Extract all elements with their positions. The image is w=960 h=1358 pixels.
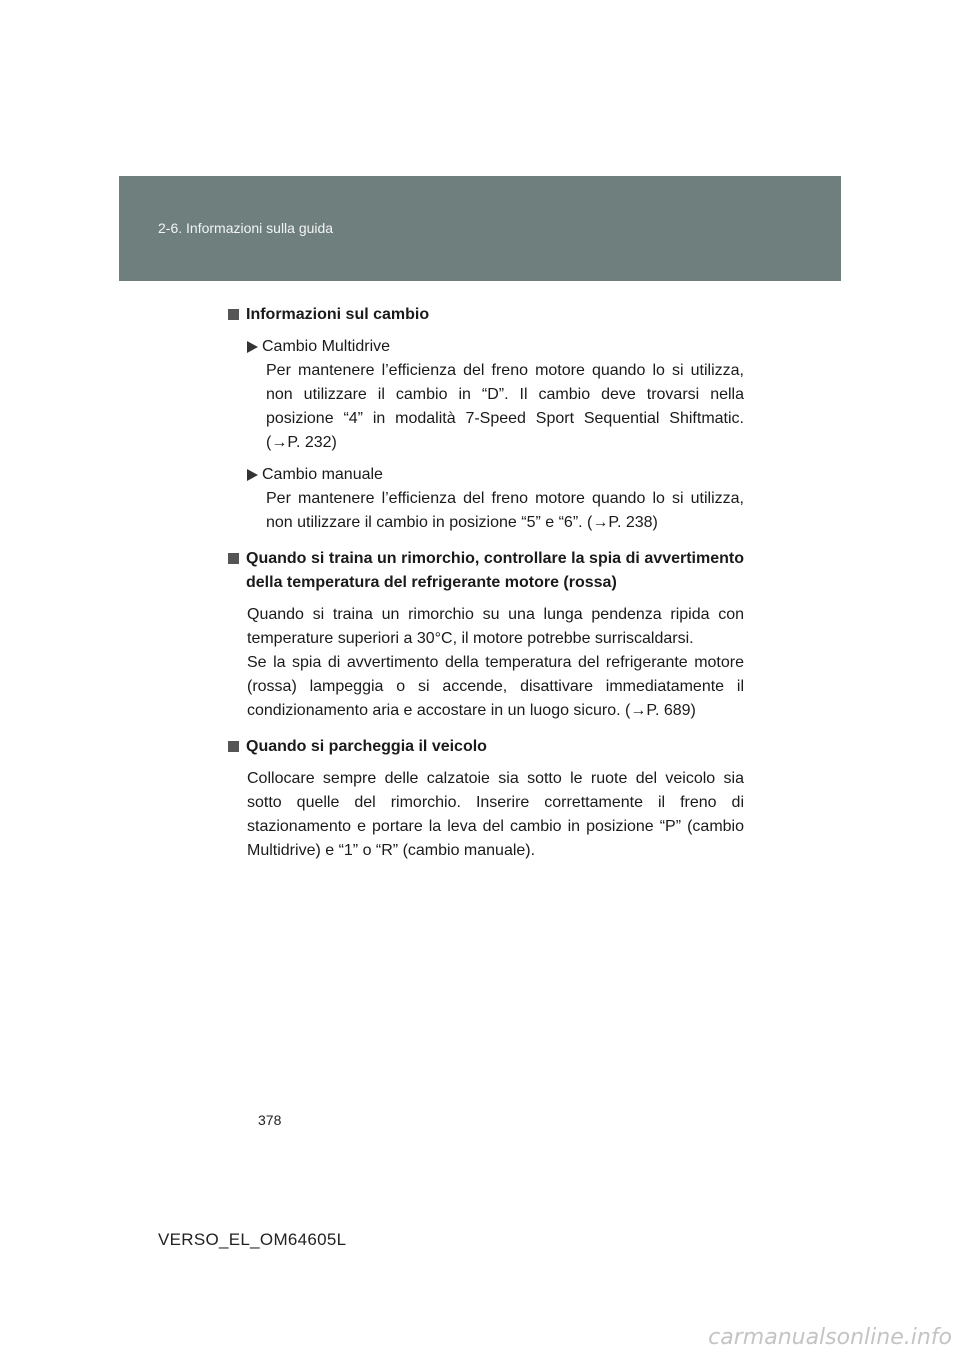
subsection-title: Cambio Multidrive: [262, 338, 391, 355]
subsection-manual: [247, 463, 744, 535]
section-heading-text: Quando si parcheggia il veicolo: [246, 738, 487, 755]
paragraph: Quando si traina un rimorchio su una lunga pendenza ripida con temperature superiori a 30°C, il motore potrebbe surriscaldarsi.: [247, 606, 744, 647]
section-heading: [228, 735, 744, 759]
subsection-title: Cambio manuale: [262, 466, 383, 483]
section-transmission: [228, 303, 744, 535]
section-towing-warning: [228, 547, 744, 723]
subsection-multidrive: [247, 335, 744, 455]
section-title: 2-6. Informazioni sulla guida: [158, 220, 334, 236]
section-heading: [228, 547, 744, 595]
square-bullet-icon: [228, 553, 239, 564]
page-number: 378: [258, 1112, 282, 1128]
section-heading: [228, 303, 744, 327]
triangle-bullet-icon: [247, 469, 258, 481]
page-content: [228, 303, 744, 863]
square-bullet-icon: [228, 309, 239, 320]
subsection-body: Per mantenere l’efficienza del freno motore quando lo si utilizza, non utilizzare il cambio in “D”. Il cambio deve trovarsi nella posizione “4” in modalità 7-Speed Sport Sequential Shiftmatic. (→P. 232): [266, 362, 744, 451]
section-heading-text: Informazioni sul cambio: [246, 306, 430, 323]
watermark: carmanualsonline.info: [708, 1325, 952, 1350]
paragraph: Collocare sempre delle calzatoie sia sotto le ruote del veicolo sia sotto quelle del rimorchio. Inserire correttamente il freno di stazionamento e portare la leva del cambio in posizione “P” (cambio Multidrive) e “1” o “R” (cambio manuale).: [247, 770, 744, 859]
triangle-bullet-icon: [247, 341, 258, 353]
document-code: VERSO_EL_OM64605L: [158, 1230, 347, 1249]
paragraph: Se la spia di avvertimento della temperatura del refrigerante motore (rossa) lampeggia o si accende, disattivare immediatamente il condizionamento aria e accostare in un luogo sicuro. (→P. 689): [247, 654, 744, 719]
section-heading-text: Quando si traina un rimorchio, controllare la spia di avvertimento della temperatura del refrigerante motore (rossa): [246, 550, 744, 591]
subsection-body: Per mantenere l’efficienza del freno motore quando lo si utilizza, non utilizzare il cambio in posizione “5” e “6”. (→P. 238): [266, 490, 744, 531]
section-parking: [228, 735, 744, 863]
square-bullet-icon: [228, 741, 239, 752]
